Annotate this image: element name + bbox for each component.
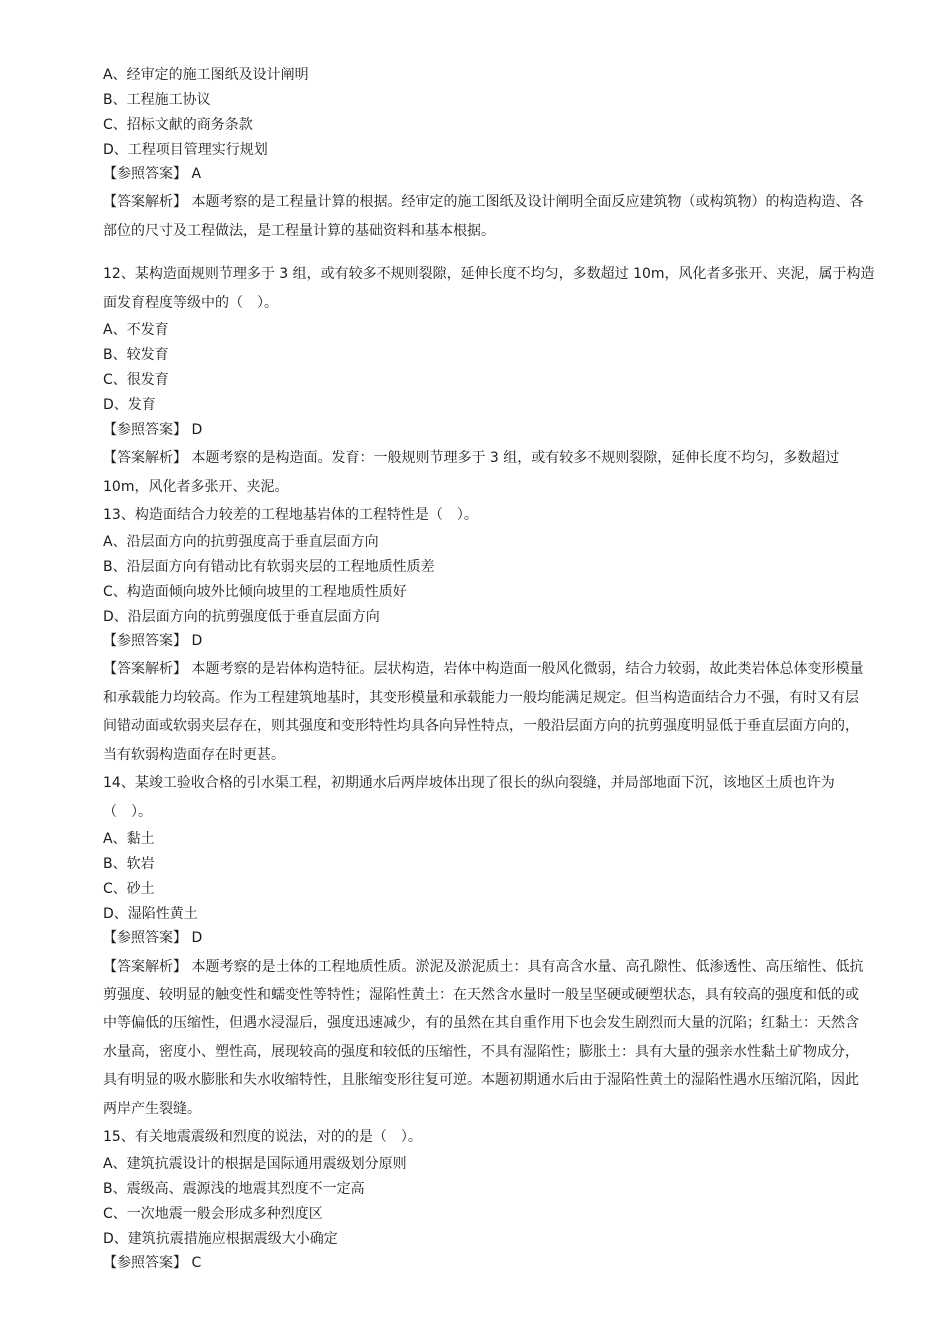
q13-option-d: D、沿层面方向的抗剪强度低于垂直层面方向 [103,609,380,625]
q14-analysis-line: 水量高，密度小、塑性高，展现较高的强度和较低的压缩性，不具有湿陷性；膨胀土：具有大量的强亲水性黏土矿物成分， [103,1044,859,1060]
q11-option-c: C、招标文献的商务条款 [103,117,253,133]
q14-stem-line: （ ）。 [103,804,152,820]
q14-option-c: C、砂土 [103,881,155,897]
q15-stem-line: 15、有关地震震级和烈度的说法，对的的是（ ）。 [103,1129,422,1145]
q12-stem-line: 面发育程度等级中的（ ）。 [103,295,278,311]
q13-option-c: C、构造面倾向坡外比倾向坡里的工程地质性质好 [103,584,407,600]
q15-option-d: D、建筑抗震措施应根据震级大小确定 [103,1231,338,1247]
q13-analysis-line: 【答案解析】 本题考察的是岩体构造特征。层状构造，岩体中构造面一般风化微弱，结合力较弱，故此类岩体总体变形模量 [103,661,864,677]
q14-analysis-line: 具有明显的吸水膨胀和失水收缩特性，且胀缩变形往复可逆。本题初期通水后由于湿陷性黄土的湿陷性遇水压缩沉陷，因此 [103,1072,859,1088]
q12-option-d: D、发育 [103,397,156,413]
q13-answer: 【参照答案】 D [103,633,203,649]
q15-answer: 【参照答案】 C [103,1255,202,1271]
q14-answer: 【参照答案】 D [103,930,203,946]
q12-option-c: C、很发育 [103,372,169,388]
q11-option-a: A、经审定的施工图纸及设计阐明 [103,67,309,83]
q15-option-b: B、震级高、震源浅的地震其烈度不一定高 [103,1181,365,1197]
q14-analysis-line: 中等偏低的压缩性，但遇水浸湿后，强度迅速减少，有的虽然在其自重作用下也会发生剧烈而大量的沉陷；红黏土：天然含 [103,1015,859,1031]
q14-analysis-line: 【答案解析】 本题考察的是土体的工程地质性质。淤泥及淤泥质土：具有高含水量、高孔隙性、低渗透性、高压缩性、低抗 [103,959,864,975]
q11-answer: 【参照答案】 A [103,166,202,182]
q11-analysis-line: 部位的尺寸及工程做法，是工程量计算的基础资料和基本根据。 [103,223,495,239]
q13-option-b: B、沿层面方向有错动比有软弱夹层的工程地质性质差 [103,559,435,575]
q14-option-d: D、湿陷性黄土 [103,906,198,922]
q13-analysis-line: 和承载能力均较高。作为工程建筑地基时，其变形模量和承载能力一般均能满足规定。但当构造面结合力不强，有时又有层 [103,690,859,706]
q12-analysis-line: 【答案解析】 本题考察的是构造面。发育：一般规则节理多于 3 组，或有较多不规则裂隙，延伸长度不均匀，多数超过 [103,450,840,466]
q13-analysis-line: 当有软弱构造面存在时更甚。 [103,747,285,763]
q13-analysis-line: 间错动面或软弱夹层存在，则其强度和变形特性均具各向异性特点，一般沿层面方向的抗剪强度明显低于垂直层面方向的， [103,718,859,734]
q15-option-c: C、一次地震一般会形成多种烈度区 [103,1206,323,1222]
q14-analysis-line: 剪强度、较明显的触变性和蠕变性等特性；湿陷性黄土：在天然含水量时一般呈坚硬或硬塑状态，具有较高的强度和低的或 [103,987,859,1003]
q12-option-b: B、较发育 [103,347,169,363]
q14-option-a: A、黏土 [103,831,155,847]
q11-analysis-line: 【答案解析】 本题考察的是工程量计算的根据。经审定的施工图纸及设计阐明全面反应建筑物（或构筑物）的构造构造、各 [103,194,864,210]
q12-option-a: A、不发育 [103,322,169,338]
q12-stem-line: 12、某构造面规则节理多于 3 组，或有较多不规则裂隙，延伸长度不均匀，多数超过 10m，风化者多张开、夹泥，属于构造 [103,266,875,282]
q11-option-b: B、工程施工协议 [103,92,211,108]
q13-option-a: A、沿层面方向的抗剪强度高于垂直层面方向 [103,534,379,550]
q15-option-a: A、建筑抗震设计的根据是国际通用震级划分原则 [103,1156,407,1172]
q14-option-b: B、软岩 [103,856,155,872]
q14-stem-line: 14、某竣工验收合格的引水渠工程，初期通水后两岸坡体出现了很长的纵向裂缝，并局部地面下沉，该地区土质也许为 [103,775,835,791]
q12-answer: 【参照答案】 D [103,422,203,438]
q13-stem-line: 13、构造面结合力较差的工程地基岩体的工程特性是（ ）。 [103,507,478,523]
q12-analysis-line: 10m，风化者多张开、夹泥。 [103,479,289,495]
q11-option-d: D、工程项目管理实行规划 [103,142,268,158]
q14-analysis-line: 两岸产生裂缝。 [103,1101,201,1117]
